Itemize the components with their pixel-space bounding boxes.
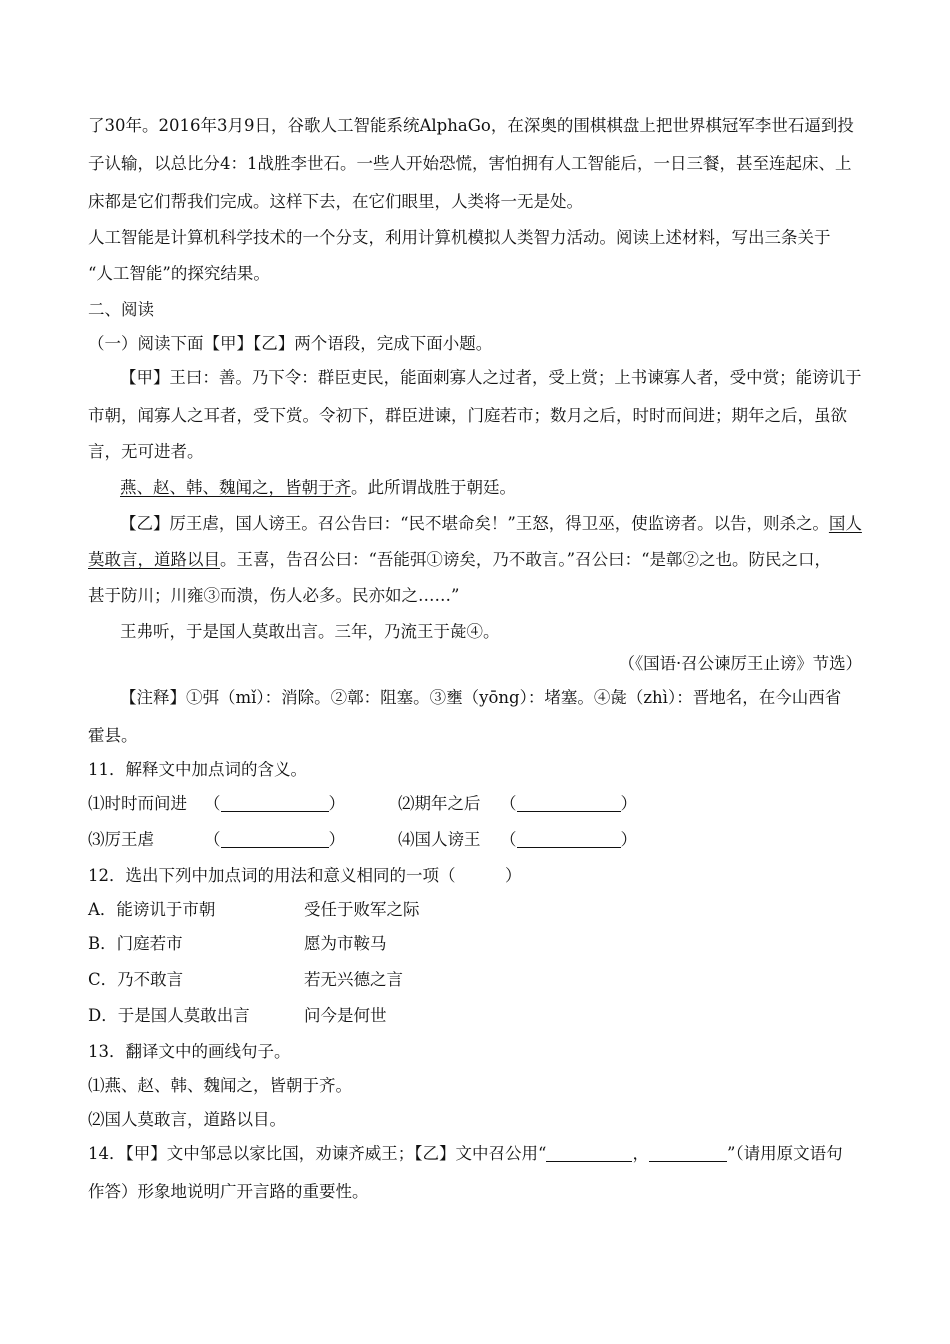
passage-yi-line-4: 王弗听，于是国人莫敢出言。三年，乃流王于彘④。: [120, 622, 500, 641]
underlined-sentence-1: 燕、赵、韩、魏闻之，皆朝于齐: [120, 478, 351, 497]
passage-yi-line-2: 莫敢言，道路以目。王喜，告召公曰：“吾能弭①谤矣，乃不敢言。”召公曰：“是鄣②之也。防民之口，: [88, 550, 832, 569]
q13-sentence-2: ⑵国人莫敢言，道路以目。: [88, 1110, 286, 1129]
q11-item-1: ⑴时时而间进: [88, 794, 187, 813]
answer-blank[interactable]: [221, 793, 329, 812]
option-c-right: 若无兴德之言: [304, 970, 403, 989]
intro-line-2: 子认输，以总比分4：1战胜李世石。一些人开始恐慌，害怕拥有人工智能后，一日三餐，甚至连起床、上: [88, 154, 852, 173]
option-b-right: 愿为市鞍马: [304, 934, 387, 953]
option-a-left[interactable]: A．能谤讥于市朝: [88, 900, 216, 919]
question-13-stem: 13．翻译文中的画线句子。: [88, 1042, 291, 1061]
q11-answer-1: （ ）: [204, 794, 345, 813]
intro-line-1: 了30年。2016年3月9日，谷歌人工智能系统AlphaGo，在深奥的围棋棋盘上把世界棋冠军李世石逼到投: [88, 116, 854, 135]
underlined-sentence-2-end: 莫敢言，道路以目: [88, 550, 220, 569]
q11-answer-4: （ ）: [500, 830, 637, 849]
answer-blank[interactable]: [517, 793, 621, 812]
underlined-sentence-2-start: 国人: [828, 514, 862, 533]
passage-yi-line-3: 甚于防川；川雍③而溃，伤人必多。民亦如之……”: [88, 586, 460, 605]
passage-jia-line-4: 燕、赵、韩、魏闻之，皆朝于齐。此所谓战胜于朝廷。: [120, 478, 516, 497]
passage-jia-line-1: 【甲】王曰：善。乃下令：群臣吏民，能面刺寡人之过者，受上赏；上书谏寡人者，受中赏；能谤讥于: [120, 368, 862, 387]
annotation-line-2: 霍县。: [88, 726, 138, 745]
intro-line-3: 床都是它们帮我们完成。这样下去，在它们眼里，人类将一无是处。: [88, 192, 583, 211]
option-b-left[interactable]: B．门庭若市: [88, 934, 183, 953]
passage-jia-line-2: 市朝，闻寡人之耳者，受下赏。令初下，群臣进谏，门庭若市；数月之后，时时而间进；期年之后，虽欲: [88, 406, 847, 425]
answer-blank[interactable]: [517, 829, 621, 848]
q11-item-2: ⑵期年之后: [398, 794, 481, 813]
option-a-right: 受任于败军之际: [304, 900, 420, 919]
q13-sentence-1: ⑴燕、赵、韩、魏闻之，皆朝于齐。: [88, 1076, 352, 1095]
q11-item-3: ⑶厉王虐: [88, 830, 154, 849]
q11-answer-2: （ ）: [500, 794, 637, 813]
answer-blank[interactable]: [546, 1143, 632, 1162]
question-11-stem: 11．解释文中加点词的含义。: [88, 760, 307, 779]
passage-jia-line-3: 言，无可进者。: [88, 442, 204, 461]
section-instruction: （一）阅读下面【甲】【乙】两个语段，完成下面小题。: [88, 334, 493, 353]
option-d-left[interactable]: D．于是国人莫敢出言: [88, 1006, 250, 1025]
q11-answer-3: （ ）: [204, 830, 345, 849]
question-14-line-1: 14．【甲】文中邹忌以家比国，劝谏齐威王；【乙】文中召公用“ ， ”（请用原文语句: [88, 1144, 843, 1163]
question-14-line-2: 作答）形象地说明广开言路的重要性。: [88, 1182, 369, 1201]
answer-blank[interactable]: [221, 829, 329, 848]
section-title: 二、阅读: [88, 300, 154, 319]
option-d-right: 问今是何世: [304, 1006, 387, 1025]
passage-source: （《国语·召公谏厉王止谤》节选）: [618, 654, 862, 673]
option-c-left[interactable]: C．乃不敢言: [88, 970, 184, 989]
intro-line-4: 人工智能是计算机科学技术的一个分支，利用计算机模拟人类智力活动。阅读上述材料，写出三条关于: [88, 228, 831, 247]
intro-line-5: “人工智能”的探究结果。: [88, 264, 270, 283]
annotation-line-1: 【注释】①弭（mǐ）：消除。②鄣：阻塞。③壅（yōng）：堵塞。④彘（zhì）：晋地名，在今山西省: [120, 688, 842, 707]
passage-yi-line-1: 【乙】厉王虐，国人谤王。召公告曰：“民不堪命矣！”王怒，得卫巫，使监谤者。以告，则杀之。国人: [120, 514, 862, 533]
q11-item-4: ⑷国人谤王: [398, 830, 481, 849]
question-12-stem: 12．选出下列中加点词的用法和意义相同的一项（ ）: [88, 866, 522, 885]
answer-blank[interactable]: [649, 1143, 727, 1162]
